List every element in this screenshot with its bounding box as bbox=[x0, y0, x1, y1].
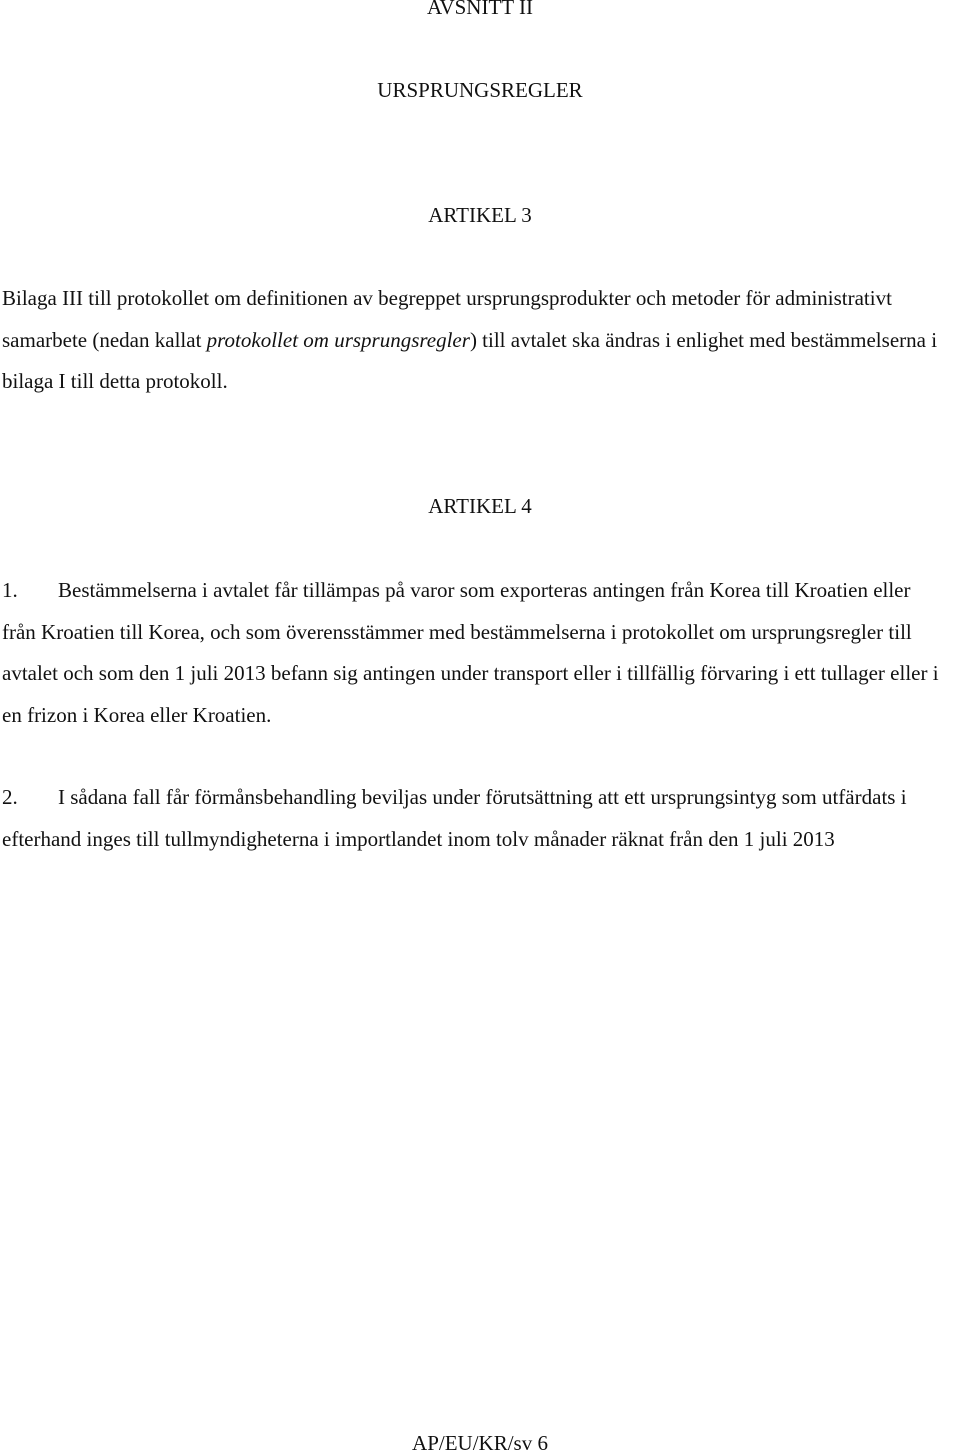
article-3-text-italic: protokollet om ursprungsregler bbox=[206, 327, 470, 352]
article-3-text-after: ) till avtalet ska ändras i enlighet med bestämmelserna i bilaga I till detta protokoll. bbox=[2, 327, 938, 393]
paragraph-text: Bestämmelserna i avtalet får tillämpas på varor som exporteras antingen från Korea till Kroatien eller från Kroatien till Korea, och som överensstämmer med bestämmelserna i protokollet om ursprungsregler till avtalet och som den 1 juli 2013 befann sig antingen under transport eller i tillfällig förvaring i ett tullager eller i en frizon i Korea eller Kroatien. bbox=[2, 578, 939, 727]
article-3-heading: ARTIKEL 3 bbox=[428, 203, 532, 227]
paragraph-text: I sådana fall får förmånsbehandling beviljas under förutsättning att ett ursprungsintyg som utfärdats i efterhand inges till tullmyndigheterna i importlandet inom tolv månader räknat från den 1 juli 2013 bbox=[2, 785, 907, 851]
article-4-paragraph-2 bbox=[2, 777, 942, 860]
paragraph-number: 2. bbox=[2, 785, 18, 809]
section-heading: AVSNITT II bbox=[427, 0, 533, 19]
article-3-paragraph bbox=[2, 278, 942, 403]
article-4-heading: ARTIKEL 4 bbox=[428, 494, 532, 518]
page-footer-reference: AP/EU/KR/sv 6 bbox=[412, 1431, 548, 1455]
section-subheading: URSPRUNGSREGLER bbox=[377, 78, 583, 102]
paragraph-number: 1. bbox=[2, 578, 18, 602]
article-4-paragraph-1 bbox=[2, 570, 942, 736]
article-3-text-before: Bilaga III till protokollet om definitionen av begreppet ursprungsprodukter och metoder för administrativt samarbete (nedan kallat bbox=[2, 286, 892, 352]
